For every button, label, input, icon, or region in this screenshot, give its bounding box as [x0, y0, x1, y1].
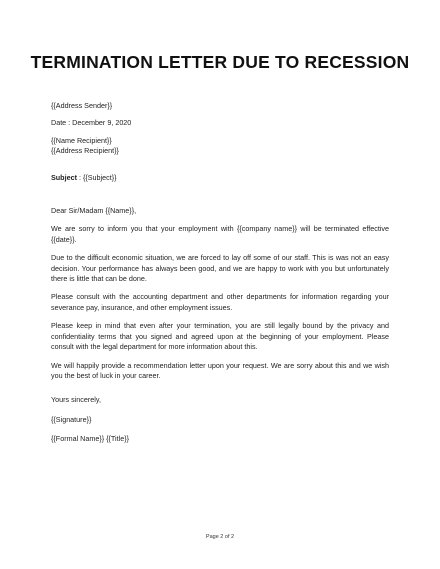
date-line: Date : December 9, 2020 [51, 118, 132, 128]
recipient-name: {{Name Recipient}} [51, 135, 112, 145]
paragraph-recommendation: We will happily provide a recommendation letter upon your request. We are sorry about this and we wish you the best of luck in your career. [51, 360, 389, 380]
subject-label: Subject [51, 172, 77, 182]
closing: Yours sincerely, [51, 395, 101, 405]
paragraph-severance: Please consult with the accounting department and other departments for information regarding your severance pay, insurance, and other employment issues. [51, 292, 389, 312]
letter-title: TERMINATION LETTER DUE TO RECESSION [30, 52, 410, 72]
paragraph-confidentiality: Please keep in mind that even after your termination, you are still legally bound by the privacy and confidentiality terms that you signed and agreed upon at the beginning of your employment. Please consult with the legal department for more information about this. [51, 321, 389, 352]
letter-body [51, 101, 389, 445]
paragraph-notice: We are sorry to inform you that your employment with {{company name}} will be terminated effective {{date}}. [51, 224, 389, 244]
subject-line [51, 173, 389, 183]
salutation: Dear Sir/Madam {{Name}}, [51, 206, 137, 216]
paragraph-reason: Due to the difficult economic situation, we are forced to lay off some of our staff. This is was not an easy decision. Your performance has always been good, and we are happy to work with you but unfortunately there is little that can be done. [51, 253, 389, 284]
subject-value: : {{Subject}} [78, 172, 117, 182]
signature: {{Signature}} [51, 414, 92, 424]
sender-address: {{Address Sender}} [51, 101, 113, 110]
recipient-address: {{Address Recipient}} [51, 146, 119, 156]
page-number: Page 2 of 2 [205, 534, 235, 540]
formal-name: {{Formal Name}} {{Title}} [51, 434, 130, 444]
